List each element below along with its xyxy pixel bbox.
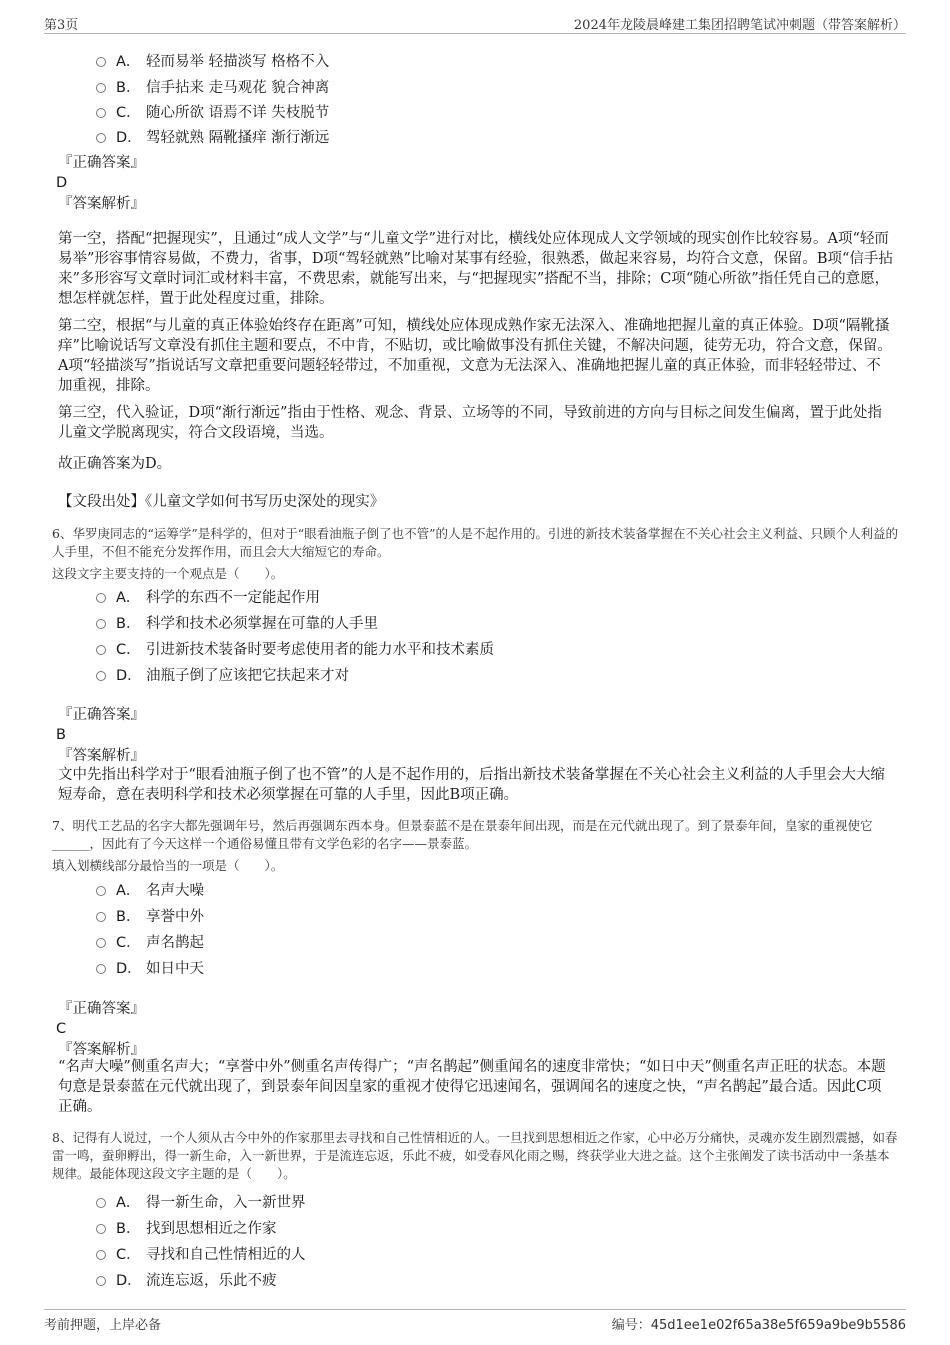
header-divider bbox=[44, 33, 906, 34]
radio-icon[interactable] bbox=[96, 1198, 106, 1208]
q6-answer: B bbox=[56, 727, 66, 743]
footer-slogan: 考前押题，上岸必备 bbox=[44, 1318, 162, 1333]
page-number: 第3页 bbox=[44, 18, 79, 33]
q5-option-c[interactable]: C． 随心所欲 语焉不详 失枝脱节 bbox=[96, 100, 329, 122]
radio-icon[interactable] bbox=[96, 645, 106, 655]
radio-icon[interactable] bbox=[96, 1250, 106, 1260]
q6-analysis-label: 『答案解析』 bbox=[58, 748, 145, 764]
q7-stem: 7、明代工艺品的名字大都先强调年号，然后再强调东西本身。但景泰蓝不是在景泰年间出现，而是在元代就出现了。到了景泰年间，皇家的重视使它______，因此有了今天这样一个通俗易懂且带有文学色彩的名字——景泰蓝。 bbox=[52, 818, 873, 851]
q7-analysis: “名声大噪”侧重名声大；“享誉中外”侧重名声传得广；“声名鹊起”侧重闻名的速度非常快；“如日中天”侧重名声正旺的状态。本题句意是景泰蓝在元代就出现了，到景泰年间因皇家的重视才使得它迅速闻名，强调闻名的速度之快，“声名鹊起”最合适。因此C项正确。 bbox=[58, 1059, 886, 1115]
radio-icon[interactable] bbox=[96, 83, 106, 93]
radio-icon[interactable] bbox=[96, 108, 106, 118]
serial-label: 编号： bbox=[611, 1318, 651, 1333]
q7-option-d[interactable]: D． 如日中天 bbox=[96, 956, 204, 978]
q7-option-b[interactable]: B． 享誉中外 bbox=[96, 904, 204, 926]
serial-number: 45d1ee1e02f65a38e5f659a9be9b5586 bbox=[650, 1318, 906, 1333]
q8-option-a[interactable]: A． 得一新生命，入一新世界 bbox=[96, 1190, 306, 1212]
q6-option-b[interactable]: B． 科学和技术必须掌握在可靠的人手里 bbox=[96, 611, 378, 633]
q8-option-b[interactable]: B． 找到思想相近之作家 bbox=[96, 1216, 277, 1238]
q7-option-c[interactable]: C． 声名鹊起 bbox=[96, 930, 204, 952]
q7-option-a[interactable]: A． 名声大噪 bbox=[96, 878, 204, 900]
radio-icon[interactable] bbox=[96, 1276, 106, 1286]
q5-option-a[interactable]: A． 轻而易举 轻描淡写 格格不入 bbox=[96, 49, 329, 71]
q8-option-d[interactable]: D． 流连忘返，乐此不疲 bbox=[96, 1268, 277, 1290]
q6-option-a[interactable]: A． 科学的东西不一定能起作用 bbox=[96, 585, 320, 607]
q5-analysis-para-2: 第二空，根据“与儿童的真正体验始终存在距离”可知，横线处应体现成熟作家无法深入、准确地把握儿童的真正体验。D项“隔靴搔痒”比喻说话写文章没有抓住主题和要点，不中肯，不贴切，或比喻做事没有抓住关键，不解决问题，徒劳无功，符合文意，保留。A项“轻描淡写”指说话写文章把重要问题轻轻带过，不加重视，文意为无法深入、准确地把握儿童的真正体验，而非轻轻带过、不加重视，排除。 bbox=[58, 318, 892, 394]
q6-option-c[interactable]: C． 引进新技术装备时要考虑使用者的能力水平和技术素质 bbox=[96, 637, 494, 659]
q6-analysis: 文中先指出科学对于“眼看油瓶子倒了也不管”的人是不起作用的，后指出新技术装备掌握在不关心社会主义利益的人手里会大大缩短寿命，意在表明科学和技术必须掌握在可靠的人手里，因此B项正确。 bbox=[58, 767, 885, 803]
q8-option-c[interactable]: C． 寻找和自己性情相近的人 bbox=[96, 1242, 306, 1264]
radio-icon[interactable] bbox=[96, 619, 106, 629]
q5-answer-label: 『正确答案』 bbox=[58, 155, 145, 171]
radio-icon[interactable] bbox=[96, 57, 106, 67]
q5-analysis-para-3: 第三空，代入验证，D项“渐行渐远”指由于性格、观念、背景、立场等的不同，导致前进的方向与目标之间发生偏离，置于此处指儿童文学脱离现实，符合文段语境，当选。 bbox=[58, 405, 882, 441]
q5-analysis-para-1: 第一空，搭配“把握现实”，且通过“成人文学”与“儿童文学”进行对比，横线处应体现成人文学领域的现实创作比较容易。A项“轻而易举”形容事情容易做，不费力，省事，D项“驾轻就熟”比喻对某事有经验，很熟悉，做起来容易，均符合文意，保留。B项“信手拈来”多形容写文章时词汇或材料丰富，不费思索，就能写出来，与“把握现实”搭配不当，排除；C项“随心所欲”指任凭自己的意愿，想怎样就怎样，置于此处程度过重，排除。 bbox=[58, 231, 893, 307]
q5-answer: D bbox=[56, 175, 68, 191]
document-title: 2024年龙陵晨峰建工集团招聘笔试冲刺题（带答案解析） bbox=[573, 18, 906, 33]
footer-serial bbox=[612, 1314, 906, 1333]
radio-icon[interactable] bbox=[96, 133, 106, 143]
q5-option-d[interactable]: D． 驾轻就熟 隔靴搔痒 渐行渐远 bbox=[96, 125, 329, 147]
q8-stem: 8、记得有人说过，一个人须从古今中外的作家那里去寻找和自己性情相近的人。一旦找到思想相近之作家，心中必万分痛快，灵魂亦发生剧烈震撼，如春雷一鸣，蚕卵孵出，得一新生命，入一新世界，于是流连忘返，乐此不疲，如受春风化雨之赐，终获学业大进之益。这个主张阐发了读书活动中一条基本规律。最能体现这段文字主题的是（ ）。 bbox=[52, 1130, 898, 1181]
radio-icon[interactable] bbox=[96, 964, 106, 974]
q5-source: 【文段出处】《儿童文学如何书写历史深处的现实》 bbox=[58, 494, 385, 510]
radio-icon[interactable] bbox=[96, 886, 106, 896]
q6-prompt: 这段文字主要支持的一个观点是（ ）。 bbox=[52, 566, 284, 581]
q5-analysis-label: 『答案解析』 bbox=[58, 196, 145, 212]
q7-answer-label: 『正确答案』 bbox=[58, 1001, 145, 1017]
q7-analysis-label: 『答案解析』 bbox=[58, 1042, 145, 1058]
footer-divider bbox=[44, 1309, 906, 1310]
radio-icon[interactable] bbox=[96, 671, 106, 681]
q6-stem: 6、华罗庚同志的“运筹学”是科学的，但对于“眼看油瓶子倒了也不管”的人是不起作用的。引进的新技术装备掌握在不关心社会主义利益、只顾个人利益的人手里，不但不能充分发挥作用，而且会大大缩短它的寿命。 bbox=[52, 526, 899, 559]
q7-answer: C bbox=[56, 1021, 67, 1037]
radio-icon[interactable] bbox=[96, 593, 106, 603]
q6-answer-label: 『正确答案』 bbox=[58, 707, 145, 723]
q6-option-d[interactable]: D． 油瓶子倒了应该把它扶起来才对 bbox=[96, 663, 349, 685]
q5-analysis-conclusion: 故正确答案为D。 bbox=[58, 456, 172, 472]
radio-icon[interactable] bbox=[96, 938, 106, 948]
q5-option-b[interactable]: B． 信手拈来 走马观花 貌合神离 bbox=[96, 75, 329, 97]
radio-icon[interactable] bbox=[96, 1224, 106, 1234]
q7-prompt: 填入划横线部分最恰当的一项是（ ）。 bbox=[52, 858, 284, 873]
radio-icon[interactable] bbox=[96, 912, 106, 922]
